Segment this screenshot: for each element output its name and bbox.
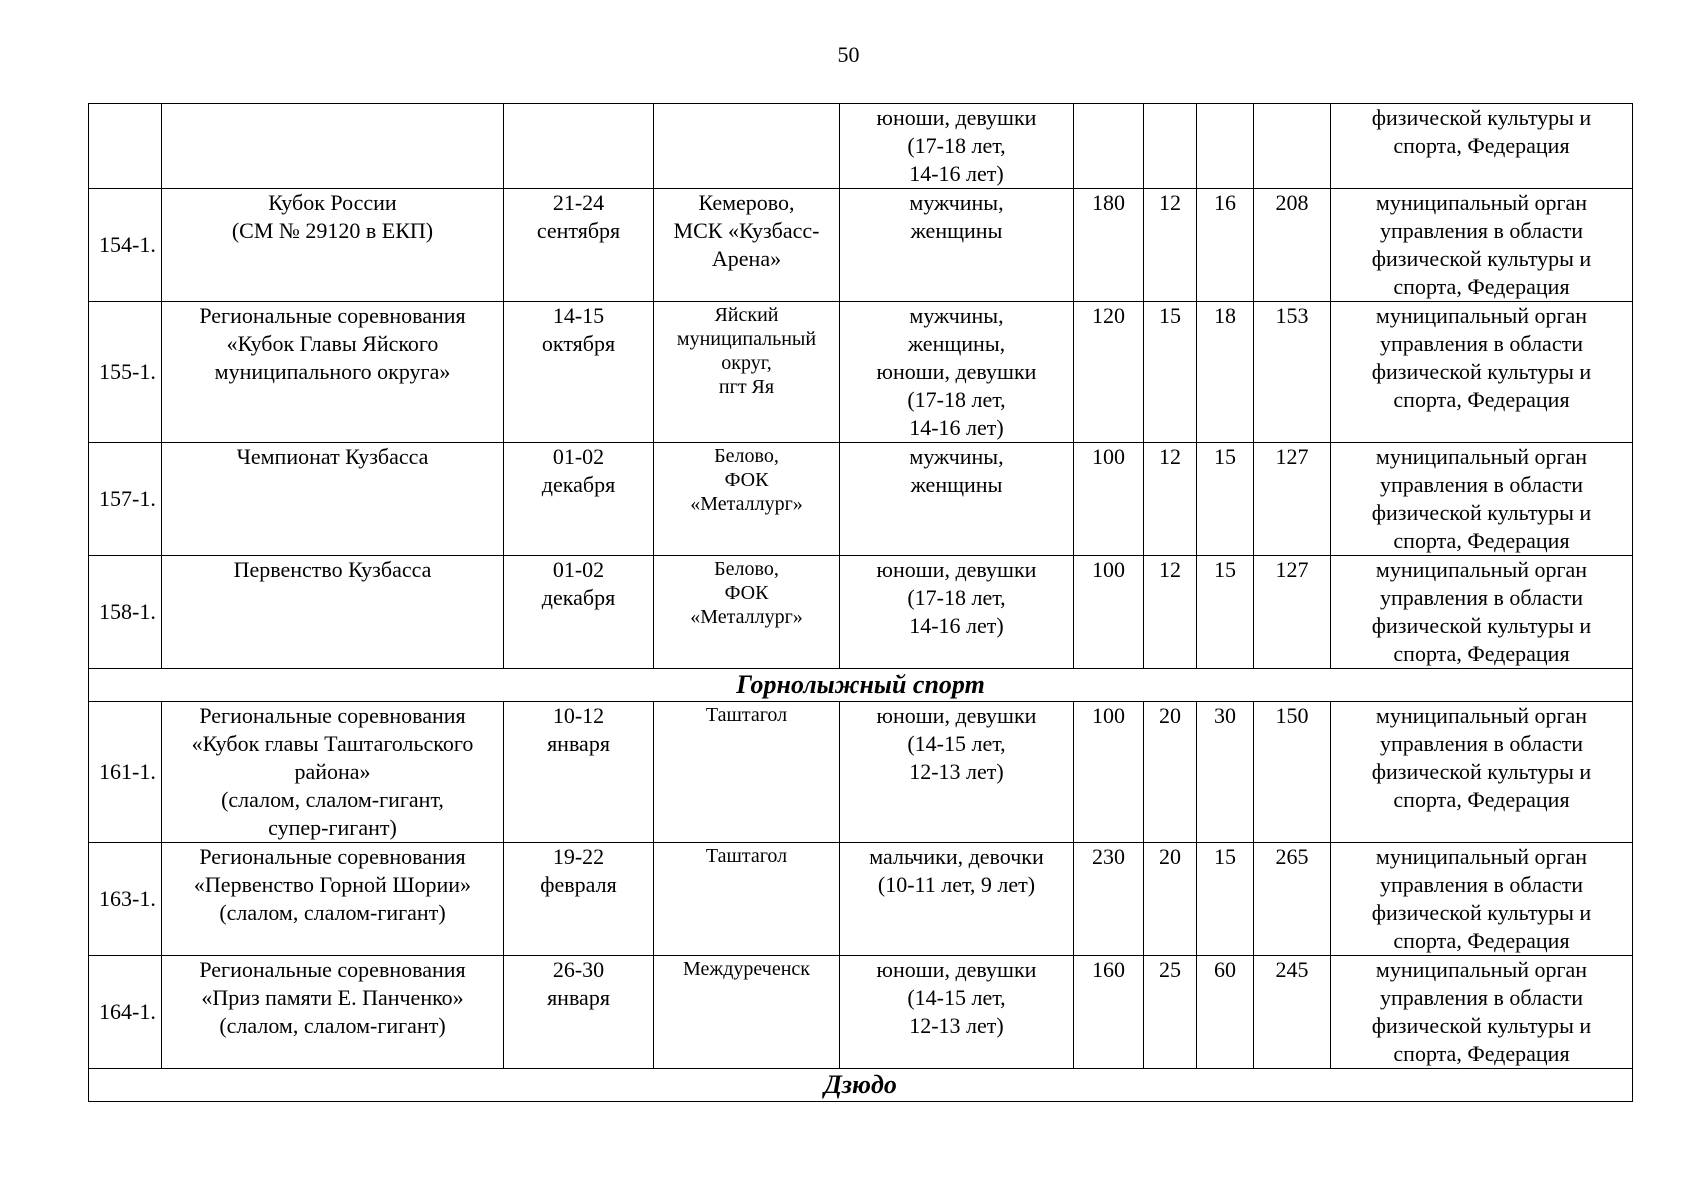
section-heading: Дзюдо <box>89 1069 1633 1102</box>
event-dates: 21-24 сентября <box>504 189 654 302</box>
event-name <box>162 104 504 189</box>
event-dates: 26-30 января <box>504 956 654 1069</box>
table-row <box>89 702 1633 843</box>
event-name: Региональные соревнования «Кубок Главы Яйского муниципального округа» <box>162 302 504 443</box>
event-place: Кемерово, МСК «Кузбасс- Арена» <box>654 189 840 302</box>
row-number: 157-1. <box>89 443 162 556</box>
event-dates: 10-12 января <box>504 702 654 843</box>
table-row <box>89 302 1633 443</box>
section-heading: Горнолыжный спорт <box>89 669 1633 702</box>
event-dates: 14-15 октября <box>504 302 654 443</box>
count-total: 245 <box>1254 956 1331 1069</box>
participants: юноши, девушки (14-15 лет, 12-13 лет) <box>840 956 1074 1069</box>
organizer: физической культуры и спорта, Федерация <box>1331 104 1633 189</box>
count-total: 265 <box>1254 843 1331 956</box>
participants: мужчины, женщины <box>840 189 1074 302</box>
event-place: Яйский муниципальный округ, пгт Яя <box>654 302 840 443</box>
count-2: 12 <box>1144 443 1197 556</box>
page-number: 50 <box>837 42 860 67</box>
count-1 <box>1074 104 1144 189</box>
count-3: 60 <box>1197 956 1254 1069</box>
organizer: муниципальный орган управления в области физической культуры и спорта, Федерация <box>1331 843 1633 956</box>
count-2: 20 <box>1144 702 1197 843</box>
count-1: 120 <box>1074 302 1144 443</box>
organizer: муниципальный орган управления в области физической культуры и спорта, Федерация <box>1331 556 1633 669</box>
events-table <box>88 103 1633 1102</box>
event-place <box>654 104 840 189</box>
table-row <box>89 104 1633 189</box>
participants: юноши, девушки (17-18 лет, 14-16 лет) <box>840 556 1074 669</box>
count-3: 15 <box>1197 443 1254 556</box>
count-3: 15 <box>1197 556 1254 669</box>
count-total: 153 <box>1254 302 1331 443</box>
event-dates <box>504 104 654 189</box>
count-total: 208 <box>1254 189 1331 302</box>
count-3: 18 <box>1197 302 1254 443</box>
event-place: Таштагол <box>654 843 840 956</box>
row-number: 158-1. <box>89 556 162 669</box>
row-number: 163-1. <box>89 843 162 956</box>
count-2: 12 <box>1144 556 1197 669</box>
participants: юноши, девушки (14-15 лет, 12-13 лет) <box>840 702 1074 843</box>
count-1: 100 <box>1074 702 1144 843</box>
event-dates: 01-02 декабря <box>504 443 654 556</box>
count-total <box>1254 104 1331 189</box>
event-name: Региональные соревнования «Кубок главы Таштагольского района» (слалом, слалом-гигант, супер-гигант) <box>162 702 504 843</box>
table-row <box>89 556 1633 669</box>
count-2: 25 <box>1144 956 1197 1069</box>
count-2: 20 <box>1144 843 1197 956</box>
count-3: 16 <box>1197 189 1254 302</box>
table-row <box>89 843 1633 956</box>
event-place: Белово, ФОК «Металлург» <box>654 556 840 669</box>
count-total: 127 <box>1254 443 1331 556</box>
event-name: Чемпионат Кузбасса <box>162 443 504 556</box>
count-total: 150 <box>1254 702 1331 843</box>
event-name: Региональные соревнования «Первенство Горной Шории» (слалом, слалом-гигант) <box>162 843 504 956</box>
count-1: 100 <box>1074 443 1144 556</box>
count-3: 15 <box>1197 843 1254 956</box>
event-name: Первенство Кузбасса <box>162 556 504 669</box>
participants: юноши, девушки (17-18 лет, 14-16 лет) <box>840 104 1074 189</box>
participants: мальчики, девочки (10-11 лет, 9 лет) <box>840 843 1074 956</box>
count-total: 127 <box>1254 556 1331 669</box>
row-number: 161-1. <box>89 702 162 843</box>
row-number: 154-1. <box>89 189 162 302</box>
row-number <box>89 104 162 189</box>
organizer: муниципальный орган управления в области физической культуры и спорта, Федерация <box>1331 302 1633 443</box>
table-row <box>89 443 1633 556</box>
count-2: 12 <box>1144 189 1197 302</box>
event-dates: 19-22 февраля <box>504 843 654 956</box>
count-3 <box>1197 104 1254 189</box>
organizer: муниципальный орган управления в области физической культуры и спорта, Федерация <box>1331 189 1633 302</box>
event-name: Региональные соревнования «Приз памяти Е. Панченко» (слалом, слалом-гигант) <box>162 956 504 1069</box>
count-1: 180 <box>1074 189 1144 302</box>
table-row <box>89 189 1633 302</box>
row-number: 164-1. <box>89 956 162 1069</box>
table-row <box>89 956 1633 1069</box>
participants: мужчины, женщины <box>840 443 1074 556</box>
count-1: 160 <box>1074 956 1144 1069</box>
count-2: 15 <box>1144 302 1197 443</box>
event-place: Белово, ФОК «Металлург» <box>654 443 840 556</box>
participants: мужчины, женщины, юноши, девушки (17-18 лет, 14-16 лет) <box>840 302 1074 443</box>
event-place: Таштагол <box>654 702 840 843</box>
section-row <box>89 1069 1633 1102</box>
count-2 <box>1144 104 1197 189</box>
event-place: Междуреченск <box>654 956 840 1069</box>
event-dates: 01-02 декабря <box>504 556 654 669</box>
count-1: 100 <box>1074 556 1144 669</box>
count-3: 30 <box>1197 702 1254 843</box>
row-number: 155-1. <box>89 302 162 443</box>
organizer: муниципальный орган управления в области физической культуры и спорта, Федерация <box>1331 702 1633 843</box>
organizer: муниципальный орган управления в области физической культуры и спорта, Федерация <box>1331 443 1633 556</box>
organizer: муниципальный орган управления в области физической культуры и спорта, Федерация <box>1331 956 1633 1069</box>
section-row <box>89 669 1633 702</box>
count-1: 230 <box>1074 843 1144 956</box>
event-name: Кубок России (СМ № 29120 в ЕКП) <box>162 189 504 302</box>
